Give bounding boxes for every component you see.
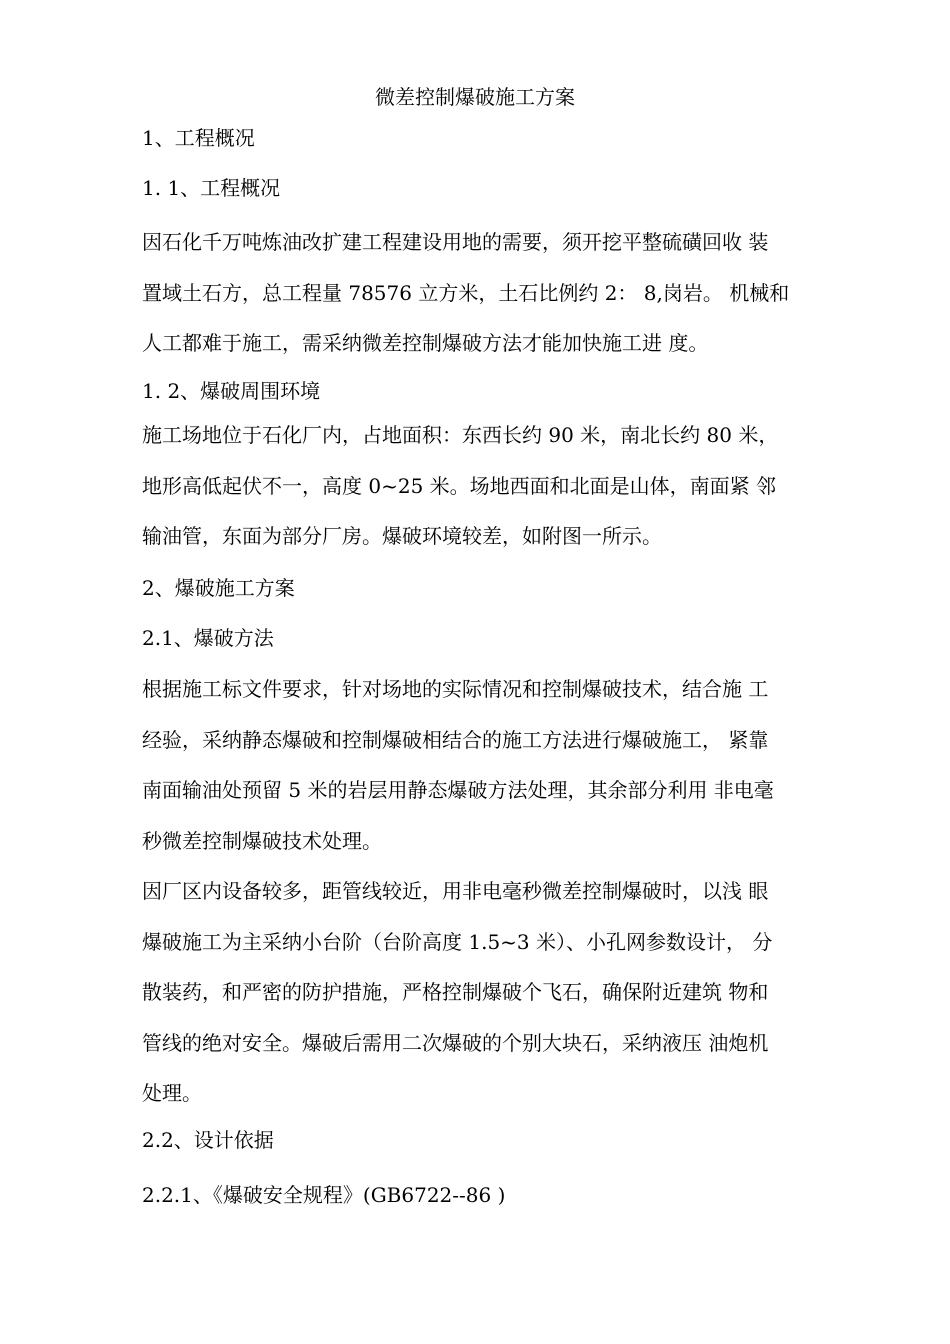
paragraph-line: 输油管，东面为部分厂房。爆破环境较差，如附图一所示。: [142, 524, 662, 548]
subsection-heading-1-1: 1. 1、工程概况: [142, 176, 281, 200]
paragraph-line: 人工都难于施工，需采纳微差控制爆破方法才能加快施工进 度。: [142, 331, 709, 355]
subsection-heading-1-2: 1. 2、爆破周围环境: [142, 379, 321, 403]
paragraph-line: 经验，采纳静态爆破和控制爆破相结合的施工方法进行爆破施工， 紧靠: [142, 727, 769, 752]
paragraph-line: 地形高低起伏不一，高度 0~25 米。场地西面和北面是山体，南面紧 邻: [142, 473, 777, 498]
paragraph-safety-measures: [142, 866, 822, 1119]
paragraph-line: 秒微差控制爆破技术处理。: [142, 828, 382, 853]
section-heading-2: 2、爆破施工方案: [142, 576, 295, 600]
paragraph-line: 散装药，和严密的防护措施，严格控制爆破个飞石，确保附近建筑 物和: [142, 980, 769, 1004]
paragraph-line: 施工场地位于石化厂内，占地面积：东西长约 90 米，南北长约 80 米，: [142, 423, 779, 447]
paragraph-blasting-method: [142, 664, 822, 866]
paragraph-environment: [142, 410, 822, 562]
paragraph-line: 因石化千万吨炼油改扩建工程建设用地的需要，须开挖平整硫磺回收 装: [142, 230, 769, 254]
paragraph-line: 置域土石方，总工程量 78576 立方米，土石比例约 2： 8,岗岩。 机械和: [142, 280, 790, 305]
section-heading-1: 1、工程概况: [142, 126, 255, 150]
subsection-heading-2-1: 2.1、爆破方法: [142, 626, 274, 650]
paragraph-project-overview: [142, 217, 822, 369]
subsection-heading-2-2: 2.2、设计依据: [142, 1128, 274, 1152]
paragraph-line: 根据施工标文件要求，针对场地的实际情况和控制爆破技术，结合施 工: [142, 677, 769, 701]
subsection-heading-2-2-1: 2.2.1、《爆破安全规程》(GB6722--86 ): [142, 1183, 506, 1207]
paragraph-line: 爆破施工为主采纳小台阶（台阶高度 1.5~3 米）、小孔网参数设计， 分: [142, 929, 773, 954]
paragraph-line: 处理。: [142, 1081, 202, 1105]
paragraph-line: 因厂区内设备较多，距管线较近，用非电毫秒微差控制爆破时，以浅 眼: [142, 879, 769, 903]
document-title: 微差控制爆破施工方案: [375, 85, 575, 109]
paragraph-line: 管线的绝对安全。爆破后需用二次爆破的个别大块石，采纳液压 油炮机: [142, 1030, 769, 1055]
paragraph-line: 南面输油处预留 5 米的岩层用静态爆破方法处理，其余部分利用 非电毫: [142, 778, 774, 802]
